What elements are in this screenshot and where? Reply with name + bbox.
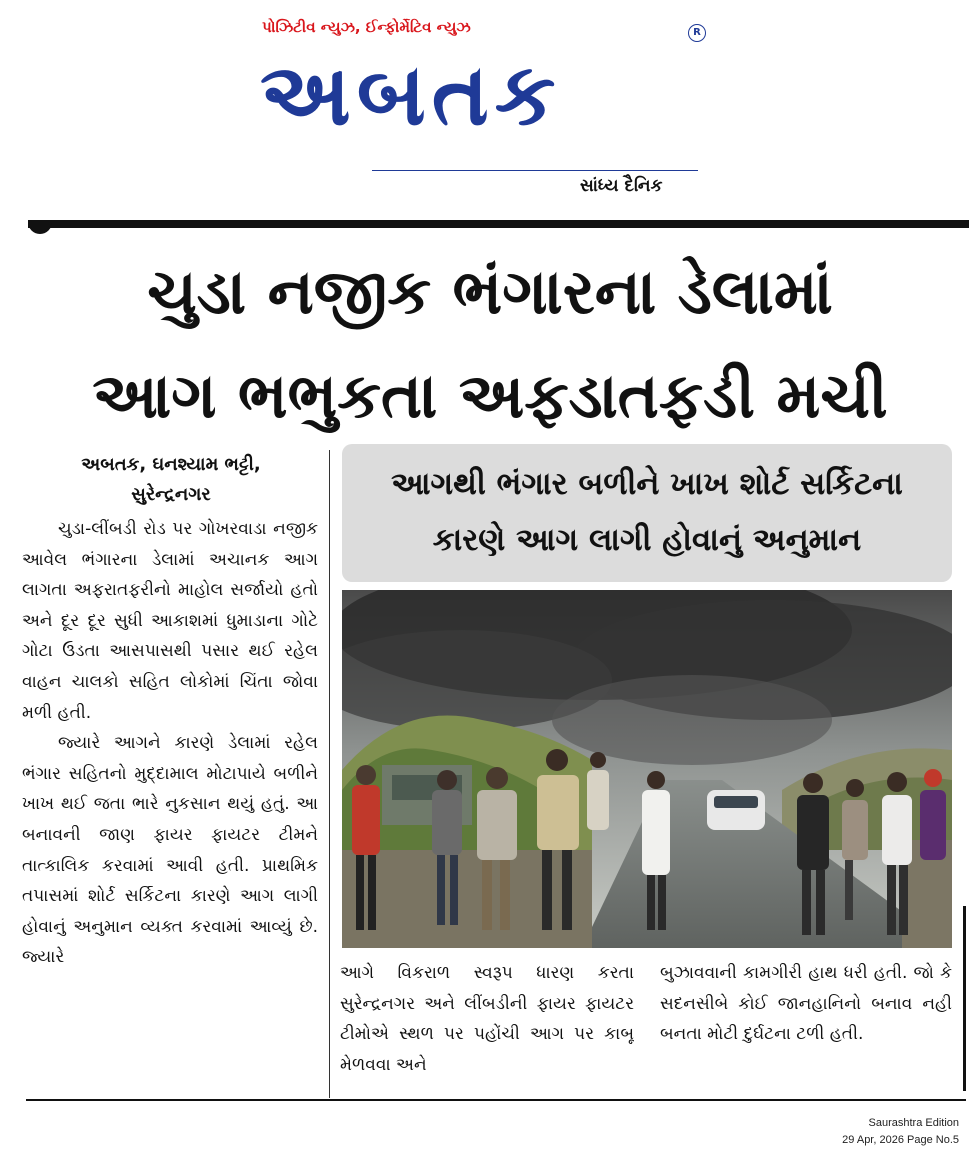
registered-trademark-icon: R <box>688 24 706 42</box>
masthead-tagline: પોઝિટીવ ન્યુઝ, ઈન્ફોર્મેટિવ ન્યુઝ <box>262 18 471 36</box>
header-divider <box>28 220 969 228</box>
article-headline <box>20 240 960 448</box>
column-divider <box>329 450 330 1098</box>
subheadline-line-1: આગથી ભંગાર બળીને ખાખ શોર્ટ સર્કિટના <box>391 466 903 502</box>
edition-label: સાંધ્ય દૈનિક <box>580 176 663 196</box>
fire-scene-photo-image <box>342 590 952 948</box>
article-subheadline <box>342 444 952 582</box>
byline-author: અબતક, ઘનશ્યામ ભટ્ટી, <box>81 454 261 475</box>
subheadline-line-2: કારણે આગ લાગી હોવાનું અનુમાન <box>432 522 862 558</box>
byline-location: સુરેન્દ્રનગર <box>131 484 211 505</box>
article-column-3 <box>660 958 952 1086</box>
article-column-2 <box>340 958 634 1086</box>
page-footer <box>842 1115 959 1149</box>
footer-date-page: 29 Apr, 2026 Page No.5 <box>842 1134 959 1146</box>
article-byline <box>26 450 316 510</box>
news-photo <box>342 590 952 948</box>
newspaper-logo: અબતક <box>260 45 562 145</box>
header-divider-notch <box>28 220 52 234</box>
article-column-1 <box>22 514 318 1089</box>
footer-edition: Saurashtra Edition <box>868 1117 959 1129</box>
article-paragraph-1: ચુડા-લીંબડી રોડ પર ગોખરવાડા નજીક આવેલ ભંગારના ડેલામાં અચાનક આગ લાગતા અફરાતફરીનો માહોલ સર્જાયો હતો અને દૂર દૂર સુધી આકાશમાં ધુમાડાના ગોટે ગોટા ઉડતા આસપાસથી પસાર થઈ રહેલ વાહન ચાલકો સહિત લોકોમાં ચિંતા જોવા મળી હતી. <box>22 519 318 723</box>
logo-underline <box>372 170 698 171</box>
article-paragraph-3: આગે વિકરાળ સ્વરૂપ ધારણ કરતા સુરેન્દ્રનગર અને લીંબડીની ફાયર ફાયટર ટીમોએ સ્થળ પર પહોંચી આગ પર કાબૂ મેળવવા અને <box>340 963 634 1075</box>
headline-line-1: ચુડા નજીક ભંગારના ડેલામાં <box>147 255 833 328</box>
article-paragraph-4: બુઝાવવાની કામગીરી હાથ ધરી હતી. જો કે સદનસીબે કોઈ જાનહાનિનો બનાવ નહી બનતા મોટી દુર્ઘટના ટળી હતી. <box>660 963 952 1045</box>
right-margin-bar <box>963 906 966 1091</box>
article-paragraph-2: જ્યારે આગને કારણે ડેલામાં રહેલ ભંગાર સહિતનો મુદ્દામાલ મોટાપાયે બળીને ખાખ થઈ જતા ભારે નુકસાન થયું હતું. આ બનાવની જાણ ફાયર ફાયટર ટીમને તાત્કાલિક કરવામાં આવી હતી. પ્રાથમિક તપાસમાં શોર્ટ સર્કિટના કારણે આગ લાગી હોવાનું અનુમાન વ્યક્ત કરવામાં આવ્યું છે. જ્યારે <box>22 733 318 968</box>
headline-line-2: આગ ભભુકતા અફડાતફડી મચી <box>92 359 888 432</box>
page-bottom-rule <box>26 1099 966 1101</box>
